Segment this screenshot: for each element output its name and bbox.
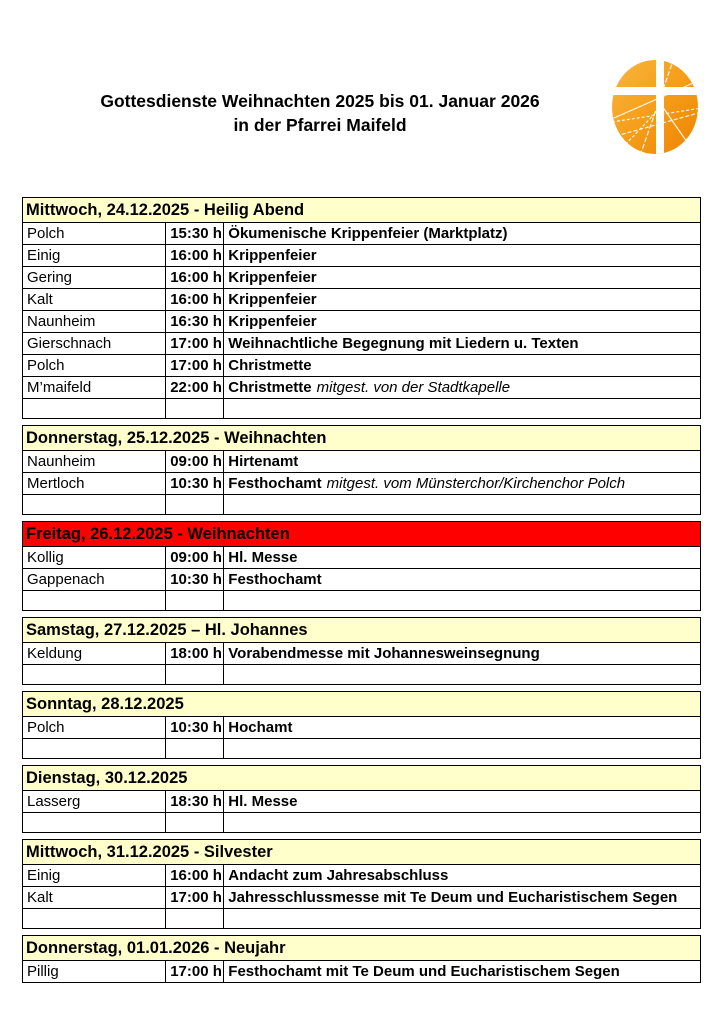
empty-place-cell	[23, 495, 166, 515]
service-label: Hl. Messe	[228, 793, 298, 810]
section-header-row	[23, 618, 701, 643]
empty-place-cell	[23, 739, 166, 759]
empty-spacer-row	[23, 495, 701, 515]
schedule-row	[23, 377, 701, 399]
section-header: Sonntag, 28.12.2025	[23, 692, 701, 717]
schedule-row	[23, 961, 701, 983]
service-label: Weihnachtliche Begegnung mit Liedern u. Texten	[228, 335, 579, 352]
section-header-row	[23, 766, 701, 791]
service-label: Jahresschlussmesse mit Te Deum und Eucharistischem Segen	[228, 889, 678, 906]
empty-spacer-row	[23, 399, 701, 419]
service-cell	[224, 791, 701, 813]
service-label: Vorabendmesse mit Johannesweinsegnung	[228, 645, 540, 662]
empty-time-cell	[166, 739, 224, 759]
place-cell: Polch	[23, 223, 166, 245]
service-cell	[224, 717, 701, 739]
place-cell: M’maifeld	[23, 377, 166, 399]
service-label: Festhochamt	[228, 571, 322, 588]
schedule-row	[23, 223, 701, 245]
empty-service-cell	[224, 665, 701, 685]
section-table	[22, 839, 701, 929]
time-cell: 10:30 h	[166, 717, 224, 739]
service-label: Andacht zum Jahresabschluss	[228, 867, 449, 884]
empty-service-cell	[224, 495, 701, 515]
schedule-row	[23, 643, 701, 665]
empty-service-cell	[224, 739, 701, 759]
schedule-row	[23, 865, 701, 887]
time-cell: 15:30 h	[166, 223, 224, 245]
empty-place-cell	[23, 591, 166, 611]
section-header: Donnerstag, 01.01.2026 - Neujahr	[23, 936, 701, 961]
place-cell: Kalt	[23, 289, 166, 311]
empty-time-cell	[166, 495, 224, 515]
section-header: Dienstag, 30.12.2025	[23, 766, 701, 791]
schedule-row	[23, 289, 701, 311]
service-cell	[224, 451, 701, 473]
schedule-row	[23, 451, 701, 473]
section-table	[22, 617, 701, 685]
service-cell	[224, 267, 701, 289]
schedule-row	[23, 267, 701, 289]
place-cell: Pillig	[23, 961, 166, 983]
empty-time-cell	[166, 665, 224, 685]
service-label: Krippenfeier	[228, 313, 317, 330]
service-label: Krippenfeier	[228, 247, 317, 264]
section-header: Mittwoch, 24.12.2025 - Heilig Abend	[23, 198, 701, 223]
service-cell	[224, 377, 701, 399]
service-note: mitgest. von der Stadtkapelle	[316, 379, 511, 396]
service-cell	[224, 547, 701, 569]
service-label: Festhochamt	[228, 475, 322, 492]
empty-place-cell	[23, 665, 166, 685]
place-cell: Kalt	[23, 887, 166, 909]
service-cell	[224, 245, 701, 267]
empty-service-cell	[224, 813, 701, 833]
section-header: Samstag, 27.12.2025 – Hl. Johannes	[23, 618, 701, 643]
place-cell: Einig	[23, 865, 166, 887]
place-cell: Einig	[23, 245, 166, 267]
section-table	[22, 765, 701, 833]
schedule-row	[23, 547, 701, 569]
time-cell: 10:30 h	[166, 569, 224, 591]
empty-time-cell	[166, 909, 224, 929]
service-cell	[224, 887, 701, 909]
service-cell	[224, 473, 701, 495]
time-cell: 16:00 h	[166, 267, 224, 289]
place-cell: Gappenach	[23, 569, 166, 591]
empty-service-cell	[224, 591, 701, 611]
section-header-row	[23, 426, 701, 451]
place-cell: Lasserg	[23, 791, 166, 813]
schedule	[22, 197, 701, 989]
place-cell: Naunheim	[23, 451, 166, 473]
service-cell	[224, 961, 701, 983]
time-cell: 17:00 h	[166, 961, 224, 983]
section-header: Freitag, 26.12.2025 - Weihnachten	[23, 522, 701, 547]
time-cell: 18:30 h	[166, 791, 224, 813]
schedule-row	[23, 333, 701, 355]
place-cell: Polch	[23, 355, 166, 377]
schedule-row	[23, 355, 701, 377]
place-cell: Kollig	[23, 547, 166, 569]
empty-service-cell	[224, 909, 701, 929]
service-cell	[224, 333, 701, 355]
service-label: Krippenfeier	[228, 269, 317, 286]
empty-place-cell	[23, 813, 166, 833]
section-table	[22, 935, 701, 983]
section-header: Donnerstag, 25.12.2025 - Weihnachten	[23, 426, 701, 451]
time-cell: 22:00 h	[166, 377, 224, 399]
page-title-line2: in der Pfarrei Maifeld	[233, 115, 407, 135]
empty-time-cell	[166, 399, 224, 419]
place-cell: Polch	[23, 717, 166, 739]
empty-spacer-row	[23, 813, 701, 833]
place-cell: Mertloch	[23, 473, 166, 495]
service-note: mitgest. vom Münsterchor/Kirchenchor Polch	[326, 475, 626, 492]
schedule-row	[23, 311, 701, 333]
empty-time-cell	[166, 591, 224, 611]
service-cell	[224, 311, 701, 333]
schedule-row	[23, 569, 701, 591]
schedule-row	[23, 245, 701, 267]
empty-spacer-row	[23, 909, 701, 929]
section-header-row	[23, 936, 701, 961]
time-cell: 10:30 h	[166, 473, 224, 495]
section-header-row	[23, 522, 701, 547]
empty-place-cell	[23, 909, 166, 929]
empty-place-cell	[23, 399, 166, 419]
empty-spacer-row	[23, 739, 701, 759]
pfarrei-maifeld-cross-logo	[610, 56, 702, 156]
service-label: Krippenfeier	[228, 291, 317, 308]
time-cell: 16:00 h	[166, 245, 224, 267]
empty-service-cell	[224, 399, 701, 419]
service-cell	[224, 223, 701, 245]
service-cell	[224, 643, 701, 665]
section-header-row	[23, 692, 701, 717]
schedule-row	[23, 791, 701, 813]
empty-time-cell	[166, 813, 224, 833]
time-cell: 17:00 h	[166, 333, 224, 355]
section-table	[22, 425, 701, 515]
service-label: Festhochamt mit Te Deum und Eucharistischem Segen	[228, 963, 620, 980]
place-cell: Gierschnach	[23, 333, 166, 355]
section-table	[22, 521, 701, 611]
service-label: Hochamt	[228, 719, 293, 736]
service-label: Hl. Messe	[228, 549, 298, 566]
section-table	[22, 197, 701, 419]
service-label: Ökumenische Krippenfeier (Marktplatz)	[228, 225, 508, 242]
time-cell: 17:00 h	[166, 355, 224, 377]
section-header-row	[23, 198, 701, 223]
schedule-row	[23, 717, 701, 739]
service-cell	[224, 865, 701, 887]
service-cell	[224, 289, 701, 311]
time-cell: 16:00 h	[166, 289, 224, 311]
time-cell: 18:00 h	[166, 643, 224, 665]
section-header: Mittwoch, 31.12.2025 - Silvester	[23, 840, 701, 865]
empty-spacer-row	[23, 591, 701, 611]
page-title	[0, 89, 640, 137]
time-cell: 09:00 h	[166, 547, 224, 569]
empty-spacer-row	[23, 665, 701, 685]
service-cell	[224, 569, 701, 591]
place-cell: Naunheim	[23, 311, 166, 333]
section-table	[22, 691, 701, 759]
service-label: Christmette	[228, 379, 312, 396]
schedule-row	[23, 887, 701, 909]
service-cell	[224, 355, 701, 377]
time-cell: 17:00 h	[166, 887, 224, 909]
time-cell: 16:30 h	[166, 311, 224, 333]
section-header-row	[23, 840, 701, 865]
time-cell: 09:00 h	[166, 451, 224, 473]
schedule-row	[23, 473, 701, 495]
place-cell: Keldung	[23, 643, 166, 665]
time-cell: 16:00 h	[166, 865, 224, 887]
service-label: Hirtenamt	[228, 453, 299, 470]
page-title-line1: Gottesdienste Weihnachten 2025 bis 01. Januar 2026	[100, 91, 540, 111]
service-label: Christmette	[228, 357, 312, 374]
place-cell: Gering	[23, 267, 166, 289]
